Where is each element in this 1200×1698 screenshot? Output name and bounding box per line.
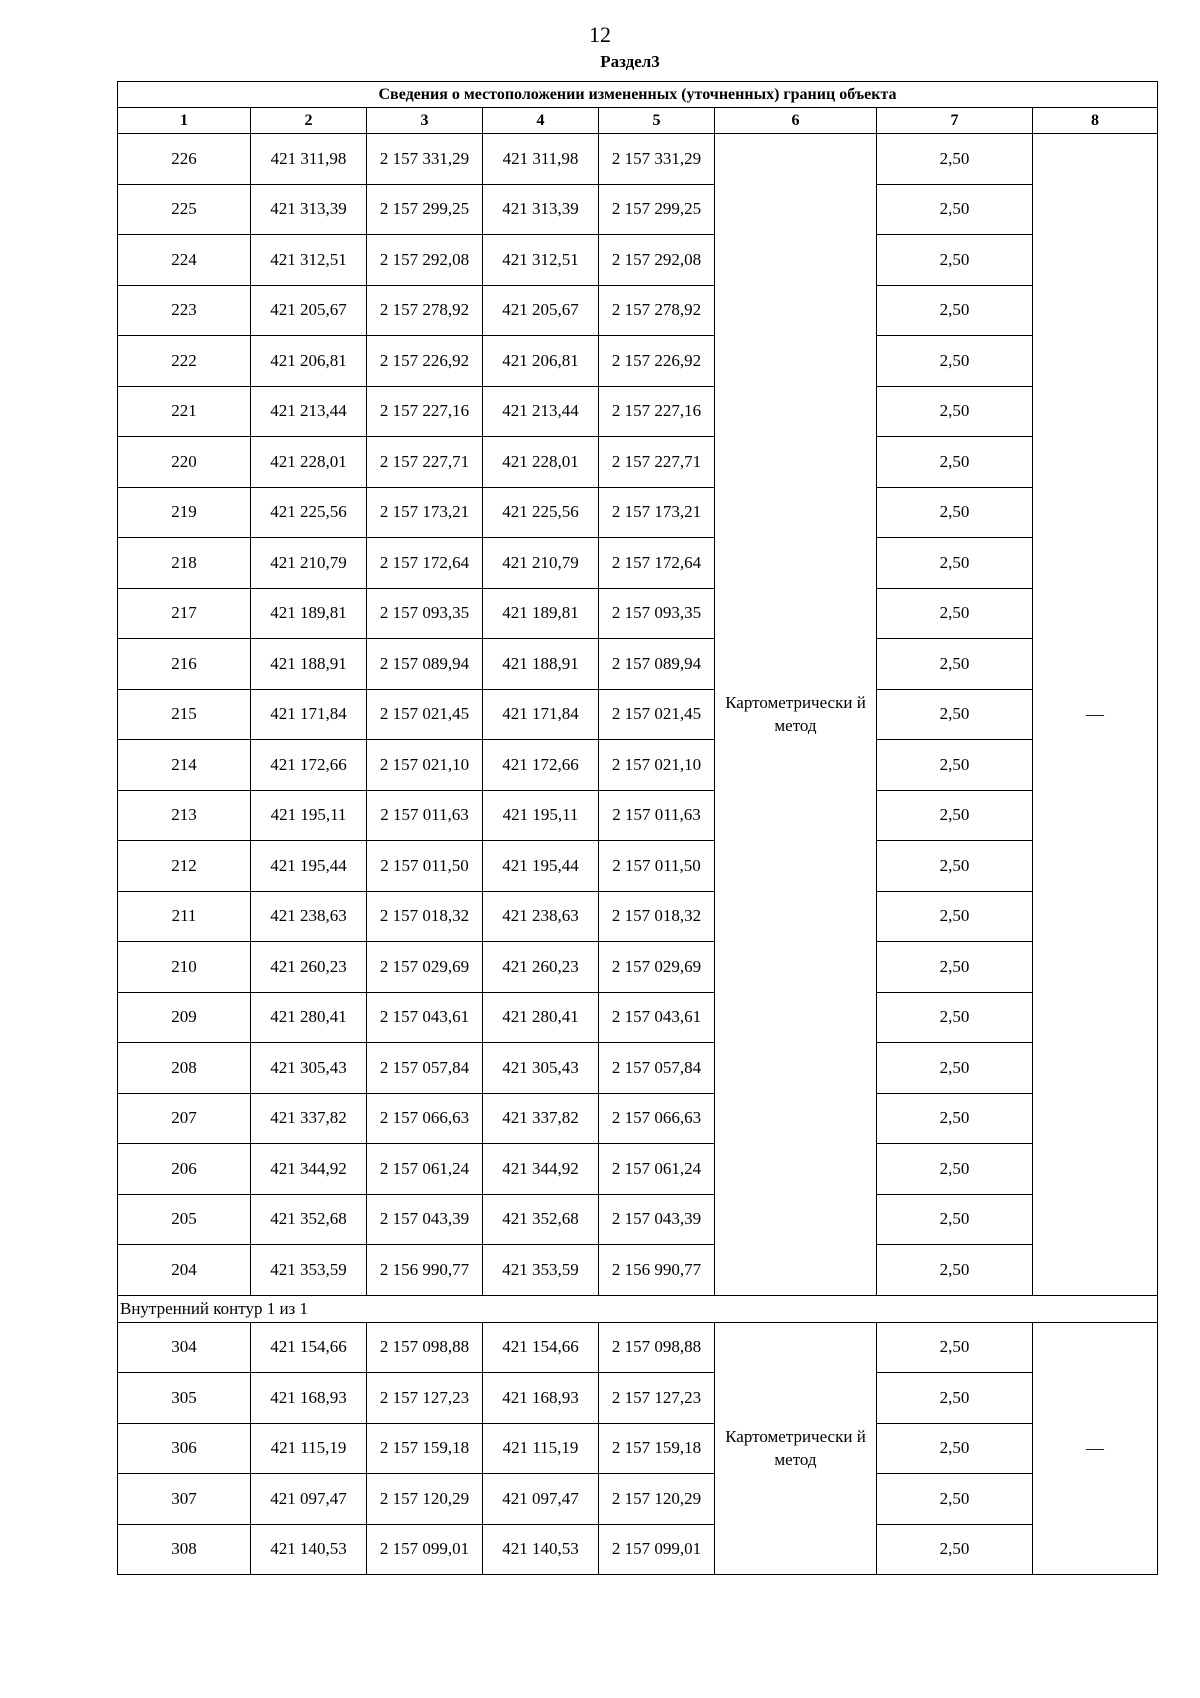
existing-y-cell: 2 157 172,64 (367, 538, 483, 589)
table-row (118, 336, 1158, 387)
column-number-header: 1 (118, 108, 251, 134)
point-number-cell: 218 (118, 538, 251, 589)
refined-x-cell: 421 188,91 (483, 639, 599, 690)
table-row (118, 1194, 1158, 1245)
refined-x-cell: 421 172,66 (483, 740, 599, 791)
refined-y-cell: 2 157 226,92 (599, 336, 715, 387)
existing-y-cell: 2 157 057,84 (367, 1043, 483, 1094)
existing-y-cell: 2 157 226,92 (367, 336, 483, 387)
point-number-cell: 307 (118, 1474, 251, 1525)
accuracy-cell: 2,50 (877, 841, 1033, 892)
existing-x-cell: 421 312,51 (251, 235, 367, 286)
point-number-cell: 224 (118, 235, 251, 286)
existing-y-cell: 2 157 098,88 (367, 1322, 483, 1373)
existing-y-cell: 2 157 011,63 (367, 790, 483, 841)
table-row (118, 1245, 1158, 1296)
refined-y-cell: 2 157 299,25 (599, 184, 715, 235)
table-row (118, 1373, 1158, 1424)
boundary-coordinates-table (117, 81, 1158, 1575)
refined-x-cell: 421 140,53 (483, 1524, 599, 1575)
table-row (118, 134, 1158, 185)
existing-x-cell: 421 225,56 (251, 487, 367, 538)
point-number-cell: 226 (118, 134, 251, 185)
existing-y-cell: 2 157 021,45 (367, 689, 483, 740)
column8-cell: — (1033, 1322, 1158, 1575)
existing-x-cell: 421 206,81 (251, 336, 367, 387)
table-row (118, 1474, 1158, 1525)
column-number-header: 4 (483, 108, 599, 134)
accuracy-cell: 2,50 (877, 487, 1033, 538)
existing-x-cell: 421 337,82 (251, 1093, 367, 1144)
table-row (118, 639, 1158, 690)
point-number-cell: 211 (118, 891, 251, 942)
point-number-cell: 219 (118, 487, 251, 538)
existing-y-cell: 2 157 011,50 (367, 841, 483, 892)
refined-x-cell: 421 195,11 (483, 790, 599, 841)
existing-y-cell: 2 157 227,71 (367, 437, 483, 488)
table-row (118, 1524, 1158, 1575)
refined-x-cell: 421 260,23 (483, 942, 599, 993)
accuracy-cell: 2,50 (877, 1043, 1033, 1094)
existing-y-cell: 2 157 292,08 (367, 235, 483, 286)
existing-y-cell: 2 157 127,23 (367, 1373, 483, 1424)
contour-label-row (118, 1295, 1158, 1322)
refined-y-cell: 2 156 990,77 (599, 1245, 715, 1296)
refined-x-cell: 421 168,93 (483, 1373, 599, 1424)
table-row (118, 1322, 1158, 1373)
table-row (118, 942, 1158, 993)
refined-y-cell: 2 157 331,29 (599, 134, 715, 185)
point-number-cell: 308 (118, 1524, 251, 1575)
accuracy-cell: 2,50 (877, 689, 1033, 740)
table-row (118, 689, 1158, 740)
existing-y-cell: 2 157 278,92 (367, 285, 483, 336)
column-number-header: 2 (251, 108, 367, 134)
existing-x-cell: 421 210,79 (251, 538, 367, 589)
existing-y-cell: 2 157 021,10 (367, 740, 483, 791)
existing-x-cell: 421 172,66 (251, 740, 367, 791)
refined-y-cell: 2 157 021,45 (599, 689, 715, 740)
existing-x-cell: 421 189,81 (251, 588, 367, 639)
table-row (118, 487, 1158, 538)
existing-x-cell: 421 140,53 (251, 1524, 367, 1575)
table-row (118, 184, 1158, 235)
table-row (118, 740, 1158, 791)
column-number-header: 8 (1033, 108, 1158, 134)
section-title: Раздел3 (600, 52, 660, 71)
refined-x-cell: 421 097,47 (483, 1474, 599, 1525)
point-number-cell: 304 (118, 1322, 251, 1373)
existing-x-cell: 421 280,41 (251, 992, 367, 1043)
refined-x-cell: 421 311,98 (483, 134, 599, 185)
column-number-header: 5 (599, 108, 715, 134)
existing-x-cell: 421 352,68 (251, 1194, 367, 1245)
accuracy-cell: 2,50 (877, 235, 1033, 286)
existing-x-cell: 421 195,44 (251, 841, 367, 892)
existing-x-cell: 421 188,91 (251, 639, 367, 690)
refined-x-cell: 421 171,84 (483, 689, 599, 740)
point-number-cell: 213 (118, 790, 251, 841)
table-row (118, 992, 1158, 1043)
point-number-cell: 306 (118, 1423, 251, 1474)
accuracy-cell: 2,50 (877, 1093, 1033, 1144)
accuracy-cell: 2,50 (877, 1423, 1033, 1474)
refined-x-cell: 421 189,81 (483, 588, 599, 639)
refined-y-cell: 2 157 089,94 (599, 639, 715, 690)
refined-y-cell: 2 157 011,50 (599, 841, 715, 892)
existing-x-cell: 421 205,67 (251, 285, 367, 336)
column8-cell: — (1033, 134, 1158, 1296)
refined-x-cell: 421 305,43 (483, 1043, 599, 1094)
accuracy-cell: 2,50 (877, 1373, 1033, 1424)
accuracy-cell: 2,50 (877, 790, 1033, 841)
refined-y-cell: 2 157 227,16 (599, 386, 715, 437)
existing-y-cell: 2 157 043,39 (367, 1194, 483, 1245)
table-row (118, 538, 1158, 589)
existing-y-cell: 2 157 029,69 (367, 942, 483, 993)
accuracy-cell: 2,50 (877, 285, 1033, 336)
accuracy-cell: 2,50 (877, 1144, 1033, 1195)
refined-y-cell: 2 157 173,21 (599, 487, 715, 538)
existing-x-cell: 421 168,93 (251, 1373, 367, 1424)
existing-y-cell: 2 157 061,24 (367, 1144, 483, 1195)
refined-y-cell: 2 157 292,08 (599, 235, 715, 286)
existing-y-cell: 2 157 099,01 (367, 1524, 483, 1575)
contour-label: Внутренний контур 1 из 1 (118, 1295, 1158, 1322)
table-row (118, 891, 1158, 942)
accuracy-cell: 2,50 (877, 1322, 1033, 1373)
refined-x-cell: 421 238,63 (483, 891, 599, 942)
table-row (118, 1144, 1158, 1195)
refined-y-cell: 2 157 159,18 (599, 1423, 715, 1474)
existing-y-cell: 2 157 159,18 (367, 1423, 483, 1474)
refined-y-cell: 2 157 021,10 (599, 740, 715, 791)
refined-x-cell: 421 228,01 (483, 437, 599, 488)
existing-x-cell: 421 260,23 (251, 942, 367, 993)
table-row (118, 588, 1158, 639)
existing-x-cell: 421 213,44 (251, 386, 367, 437)
point-number-cell: 216 (118, 639, 251, 690)
refined-y-cell: 2 157 099,01 (599, 1524, 715, 1575)
refined-x-cell: 421 352,68 (483, 1194, 599, 1245)
point-number-cell: 214 (118, 740, 251, 791)
accuracy-cell: 2,50 (877, 386, 1033, 437)
existing-x-cell: 421 313,39 (251, 184, 367, 235)
refined-x-cell: 421 313,39 (483, 184, 599, 235)
accuracy-cell: 2,50 (877, 639, 1033, 690)
point-number-cell: 222 (118, 336, 251, 387)
refined-x-cell: 421 344,92 (483, 1144, 599, 1195)
existing-x-cell: 421 238,63 (251, 891, 367, 942)
point-number-cell: 210 (118, 942, 251, 993)
refined-y-cell: 2 157 278,92 (599, 285, 715, 336)
refined-x-cell: 421 225,56 (483, 487, 599, 538)
refined-x-cell: 421 312,51 (483, 235, 599, 286)
existing-y-cell: 2 157 173,21 (367, 487, 483, 538)
existing-y-cell: 2 157 066,63 (367, 1093, 483, 1144)
point-number-cell: 223 (118, 285, 251, 336)
table-row (118, 437, 1158, 488)
point-number-cell: 206 (118, 1144, 251, 1195)
refined-y-cell: 2 157 172,64 (599, 538, 715, 589)
table-caption: Сведения о местоположении измененных (уточненных) границ объекта (118, 82, 1158, 108)
refined-x-cell: 421 337,82 (483, 1093, 599, 1144)
point-number-cell: 215 (118, 689, 251, 740)
refined-y-cell: 2 157 098,88 (599, 1322, 715, 1373)
existing-x-cell: 421 195,11 (251, 790, 367, 841)
existing-x-cell: 421 311,98 (251, 134, 367, 185)
refined-y-cell: 2 157 018,32 (599, 891, 715, 942)
table-row (118, 386, 1158, 437)
existing-y-cell: 2 157 331,29 (367, 134, 483, 185)
accuracy-cell: 2,50 (877, 992, 1033, 1043)
point-number-cell: 204 (118, 1245, 251, 1296)
point-number-cell: 225 (118, 184, 251, 235)
existing-x-cell: 421 305,43 (251, 1043, 367, 1094)
table-row (118, 1423, 1158, 1474)
table-row (118, 790, 1158, 841)
refined-y-cell: 2 157 011,63 (599, 790, 715, 841)
refined-x-cell: 421 280,41 (483, 992, 599, 1043)
refined-y-cell: 2 157 029,69 (599, 942, 715, 993)
refined-y-cell: 2 157 057,84 (599, 1043, 715, 1094)
existing-y-cell: 2 157 043,61 (367, 992, 483, 1043)
point-number-cell: 209 (118, 992, 251, 1043)
point-number-cell: 212 (118, 841, 251, 892)
point-number-cell: 217 (118, 588, 251, 639)
column-number-header: 7 (877, 108, 1033, 134)
existing-x-cell: 421 228,01 (251, 437, 367, 488)
existing-x-cell: 421 115,19 (251, 1423, 367, 1474)
point-number-cell: 207 (118, 1093, 251, 1144)
existing-y-cell: 2 157 018,32 (367, 891, 483, 942)
accuracy-cell: 2,50 (877, 184, 1033, 235)
existing-y-cell: 2 157 089,94 (367, 639, 483, 690)
accuracy-cell: 2,50 (877, 942, 1033, 993)
method-cell: Картометрически й метод (715, 134, 877, 1296)
accuracy-cell: 2,50 (877, 336, 1033, 387)
page-number: 12 (589, 22, 611, 47)
accuracy-cell: 2,50 (877, 891, 1033, 942)
point-number-cell: 205 (118, 1194, 251, 1245)
existing-y-cell: 2 156 990,77 (367, 1245, 483, 1296)
existing-x-cell: 421 154,66 (251, 1322, 367, 1373)
table-row (118, 285, 1158, 336)
table-row (118, 1043, 1158, 1094)
refined-x-cell: 421 115,19 (483, 1423, 599, 1474)
existing-x-cell: 421 171,84 (251, 689, 367, 740)
refined-y-cell: 2 157 127,23 (599, 1373, 715, 1424)
table-row (118, 841, 1158, 892)
refined-y-cell: 2 157 043,39 (599, 1194, 715, 1245)
point-number-cell: 221 (118, 386, 251, 437)
table-row (118, 235, 1158, 286)
column-numbers-row (118, 108, 1158, 134)
accuracy-cell: 2,50 (877, 588, 1033, 639)
point-number-cell: 305 (118, 1373, 251, 1424)
existing-y-cell: 2 157 299,25 (367, 184, 483, 235)
existing-y-cell: 2 157 227,16 (367, 386, 483, 437)
refined-y-cell: 2 157 120,29 (599, 1474, 715, 1525)
existing-x-cell: 421 344,92 (251, 1144, 367, 1195)
accuracy-cell: 2,50 (877, 1245, 1033, 1296)
refined-x-cell: 421 205,67 (483, 285, 599, 336)
refined-y-cell: 2 157 227,71 (599, 437, 715, 488)
accuracy-cell: 2,50 (877, 1524, 1033, 1575)
accuracy-cell: 2,50 (877, 1474, 1033, 1525)
refined-x-cell: 421 210,79 (483, 538, 599, 589)
column-number-header: 6 (715, 108, 877, 134)
method-cell: Картометрически й метод (715, 1322, 877, 1575)
refined-y-cell: 2 157 093,35 (599, 588, 715, 639)
accuracy-cell: 2,50 (877, 437, 1033, 488)
refined-x-cell: 421 195,44 (483, 841, 599, 892)
table-row (118, 1093, 1158, 1144)
refined-x-cell: 421 206,81 (483, 336, 599, 387)
refined-y-cell: 2 157 061,24 (599, 1144, 715, 1195)
existing-x-cell: 421 097,47 (251, 1474, 367, 1525)
accuracy-cell: 2,50 (877, 740, 1033, 791)
refined-x-cell: 421 213,44 (483, 386, 599, 437)
point-number-cell: 220 (118, 437, 251, 488)
column-number-header: 3 (367, 108, 483, 134)
existing-y-cell: 2 157 120,29 (367, 1474, 483, 1525)
accuracy-cell: 2,50 (877, 134, 1033, 185)
accuracy-cell: 2,50 (877, 1194, 1033, 1245)
existing-y-cell: 2 157 093,35 (367, 588, 483, 639)
refined-x-cell: 421 353,59 (483, 1245, 599, 1296)
point-number-cell: 208 (118, 1043, 251, 1094)
refined-x-cell: 421 154,66 (483, 1322, 599, 1373)
accuracy-cell: 2,50 (877, 538, 1033, 589)
refined-y-cell: 2 157 043,61 (599, 992, 715, 1043)
refined-y-cell: 2 157 066,63 (599, 1093, 715, 1144)
existing-x-cell: 421 353,59 (251, 1245, 367, 1296)
